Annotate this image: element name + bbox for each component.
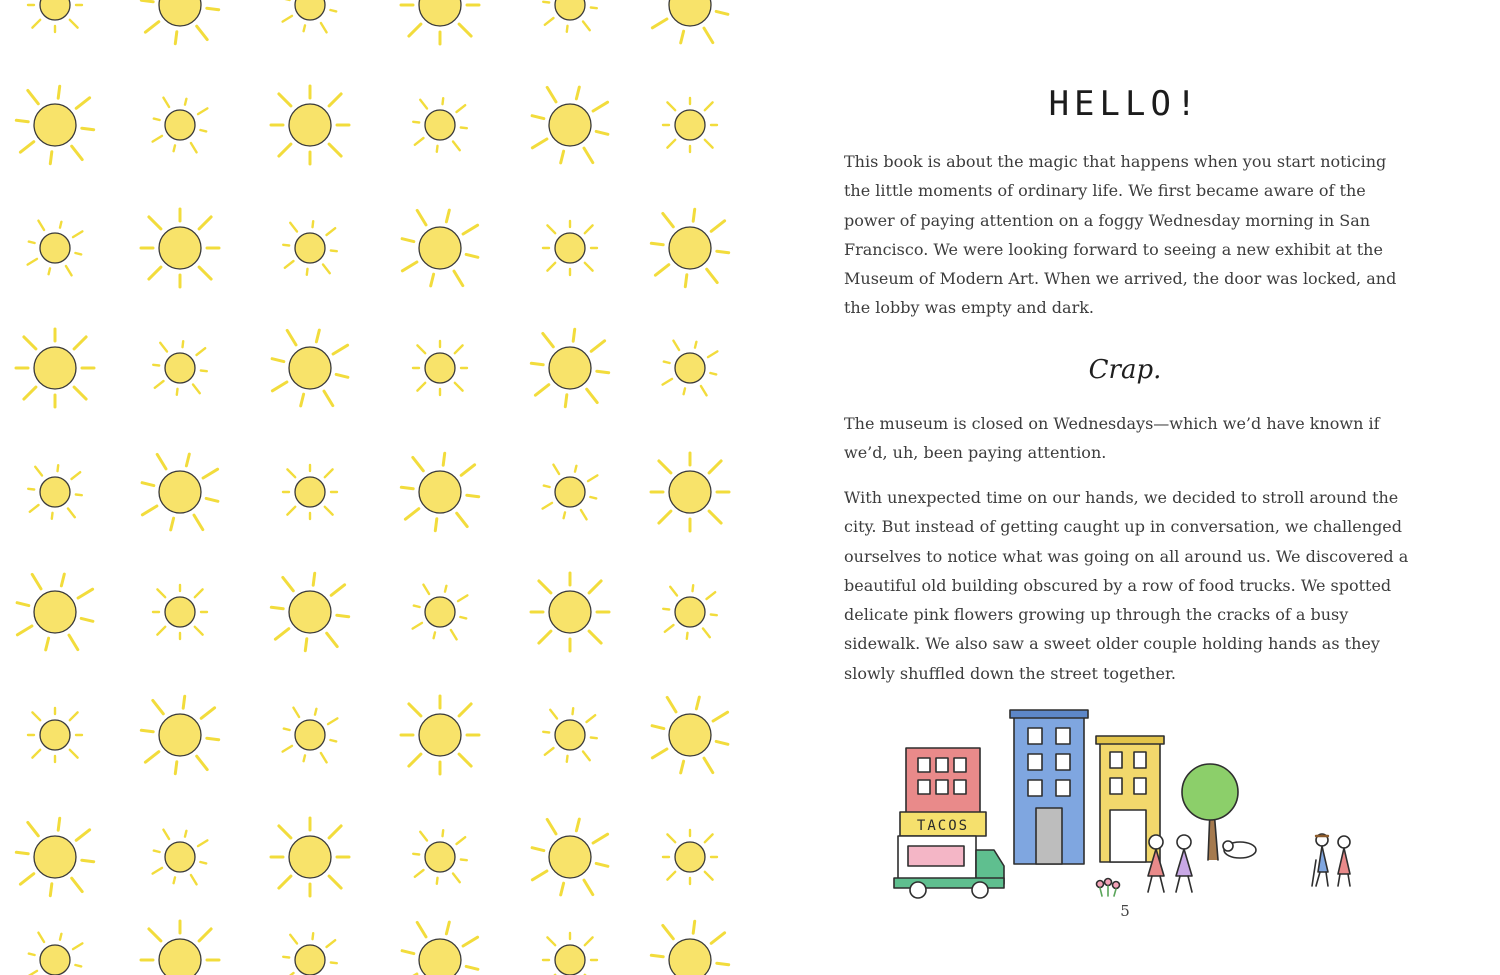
sun-icon <box>153 341 207 395</box>
sun-icon <box>651 921 728 975</box>
sun-icon <box>283 708 338 763</box>
sun-icon <box>141 921 219 975</box>
sun-icon <box>543 465 598 520</box>
sun-icon <box>651 453 729 531</box>
paragraph-museum-closed: The museum is closed on Wednesdays—which we’d have known if we’d, uh, been paying attention. <box>844 414 1380 463</box>
sun-icon <box>283 0 338 32</box>
sun-icon <box>16 86 93 163</box>
sun-icon <box>652 697 728 773</box>
sun-icon <box>141 696 218 773</box>
sun-icon <box>153 98 208 153</box>
sun-icon <box>28 221 83 276</box>
sun-icon <box>652 0 728 43</box>
sun-icon <box>413 585 468 640</box>
sun-icon <box>401 0 479 44</box>
sun-icon <box>401 453 478 530</box>
sun-icon <box>543 708 597 762</box>
sun-icon <box>283 221 337 275</box>
sun-icon <box>663 341 718 396</box>
sun-icon <box>28 708 82 762</box>
sun-icon <box>16 818 93 895</box>
sun-icon <box>28 0 82 32</box>
truck-sign-text: TACOS <box>916 818 970 834</box>
sun-icon <box>271 818 349 896</box>
sun-icon <box>543 0 597 32</box>
tree <box>1182 764 1238 820</box>
sun-icon <box>663 830 717 884</box>
sun-icon <box>153 830 208 885</box>
sun-icon <box>17 574 93 650</box>
sun-icon <box>142 454 218 530</box>
handwritten-aside: Crap. <box>1088 355 1162 385</box>
sun-icon <box>16 329 94 407</box>
sun-icon <box>532 819 608 895</box>
sun-icon <box>28 465 82 519</box>
sun-icon <box>663 585 717 639</box>
sun-icon <box>141 0 218 44</box>
sun-icon <box>402 210 478 286</box>
sun-icon <box>543 933 597 975</box>
paragraph-intro: This book is about the magic that happens when you start noticing the little moments of ordinary life. We first became aware of the power of paying attention on a foggy Wednesday morning in San Francisco. We were looking forward to seeing a new exhibit at the Museum of Modern Art. When we arrived, the door was locked, and the lobby was empty and dark. <box>844 152 1397 318</box>
sun-icon <box>413 98 467 152</box>
sun-icon <box>28 933 83 975</box>
sun-icon <box>402 922 478 975</box>
paragraph-stroll: With unexpected time on our hands, we decided to stroll around the city. But instead of getting caught up in conversation, we challenged ourselves to notice what was going on all around us. We discovered a beautiful old building obscured by a row of food trucks. We spotted delicate pink flowers growing up through the cracks of a busy sidewalk. We also saw a sweet older couple holding hands as they slowly shuffled down the street together. <box>844 488 1409 683</box>
sun-icon <box>651 209 728 286</box>
sun-icon <box>663 98 717 152</box>
sun-icon <box>543 221 597 275</box>
sun-icon <box>283 933 337 975</box>
sun-icon <box>413 341 467 395</box>
page-heading: HELLO! <box>1048 84 1202 124</box>
sun-icon <box>532 87 608 163</box>
sun-icon <box>401 696 479 774</box>
sun-icon <box>153 585 207 639</box>
sun-icon <box>271 86 349 164</box>
sun-icon <box>141 209 219 287</box>
sun-icon <box>271 573 348 650</box>
text-page <box>750 0 1500 975</box>
sun-icon <box>531 573 609 651</box>
street-illustration <box>888 700 1358 920</box>
sun-icon <box>531 329 608 406</box>
page-number: 5 <box>1120 902 1130 920</box>
sun-icon <box>283 465 337 519</box>
sun-icon <box>413 830 467 884</box>
sun-icon <box>272 330 348 406</box>
